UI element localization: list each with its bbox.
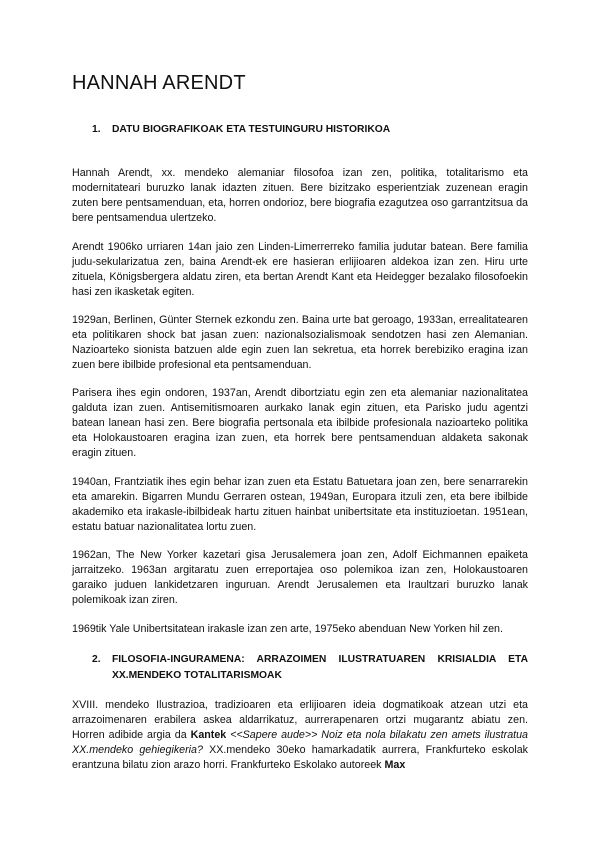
paragraph: 1940an, Frantziatik ihes egin behar izan zuen eta Estatu Batuetara joan zen, bere senarrarekin eta amarekin. Bigarren Mundu Gerraren ostean, 1949an, Europara itzuli zen, eta bere ibilbide akademiko eta irakasle-ibilbideak hartu zituen hainbat unibertsitate eta instituzioetan. 1951ean, estatu batuar nazionalitatea lortu zuen. — [72, 476, 528, 534]
section-heading-text: DATU BIOGRAFIKOAK ETA TESTUINGURU HISTORIKOA — [112, 124, 391, 135]
paragraph: 1929an, Berlinen, Günter Sternek ezkondu zen. Baina urte bat geroago, 1933an, errealitatearen eta politikaren shock bat jasan zuen: nazionalsozialismoak sendotzen hasi zen Alemanian. Nazioarteko sionista batzuen alde egin zuen lan sekretua, eta horrek berebiziko eragina izan zuen bere ibilbide profesional eta pentsamenduan. — [72, 314, 528, 372]
paragraph-text: XX.mendeko 30eko hamarkadatik aurrera, Frankfurteko eskolak erantzuna bilatu zion arazo horri. Frankfurteko Eskolako autoreek — [72, 744, 528, 772]
paragraph-text: XVIII. mendeko Ilustrazioa, tradizioaren eta erlijioaren ideia dogmatikoak atzean utzi eta arrazoimenaren erabilera askea aldarrikatuz, aurrerapenaren ortzi mugarantz abiatu zen. Horren adibide argia da — [72, 699, 528, 742]
bold-name-kant: Kantek — [190, 729, 227, 742]
paragraph: Hannah Arendt, xx. mendeko alemaniar filosofoa izan zen, politika, totalitarismo eta modernitateari buruzko lanak idazten zituen. Bere bizitzako esperientziak zuzenean eragin zuten bere pentsamenduan, eta, horren ondorioz, bere biografia ezagutzea oso garrantzitsua da bere pentsamendua ulertzeko. — [72, 167, 528, 225]
italic-quote: <<Sapere aude>> Noiz eta nola bilakatu zen amets ilustratua XX.mendeko gehiegikeria? — [72, 729, 528, 757]
paragraph: 1969tik Yale Unibertsitatean irakasle izan zen arte, 1975eko abenduan New Yorken hil zen. — [72, 623, 503, 635]
section-heading-2 — [72, 652, 528, 684]
section-heading-1 — [72, 122, 528, 138]
section-number: 1. — [92, 124, 101, 135]
paragraph: Arendt 1906ko urriaren 14an jaio zen Linden-Limerrerreko familia judutar batean. Bere familia judu-sekularizatua zen, baina Arendt-ek ere hasieran erlijioaren aldekoa izan zen. Hiru urte zituela, Königsbergera aldatu ziren, eta bertan Arendt Kant eta Heidegger bezalako filosofoekin hasi zen ikasketak egiten. — [72, 241, 528, 299]
bold-name-max: Max — [384, 759, 406, 772]
section-heading-text: FILOSOFIA-INGURAMENA: ARRAZOIMEN ILUSTRATUAREN KRISIALDIA ETA XX.MENDEKO TOTALITARISMOAK — [112, 654, 528, 681]
paragraph — [72, 698, 528, 773]
document-title: HANNAH ARENDT — [72, 72, 246, 94]
paragraph: Parisera ihes egin ondoren, 1937an, Arendt dibortziatu egin zen eta alemaniar nazionalitatea galduta izan zuen. Antisemitismoaren aurkako lanak egin zituen, eta Parisko judu agentzi batean lanean hasi zen. Bere biografia pertsonala eta ibilbide profesionala nazioarteko politika eta Holokaustoaren eragina izan zuen, eta horrek bere pentsamenduan aldaketa sakonak eragin zituen. — [72, 387, 528, 460]
paragraph: 1962an, The New Yorker kazetari gisa Jerusalemera joan zen, Adolf Eichmannen epaiketa jarraitzeko. 1963an argitaratu zuen erreportajea oso polemikoa izan zen, Holokaustoaren garaiko juduen lankidetzaren inguruan. Arendt Jerusalemen eta Iraultzari buruzko lanak polemikoak izan ziren. — [72, 549, 528, 607]
section-number: 2. — [92, 654, 101, 665]
